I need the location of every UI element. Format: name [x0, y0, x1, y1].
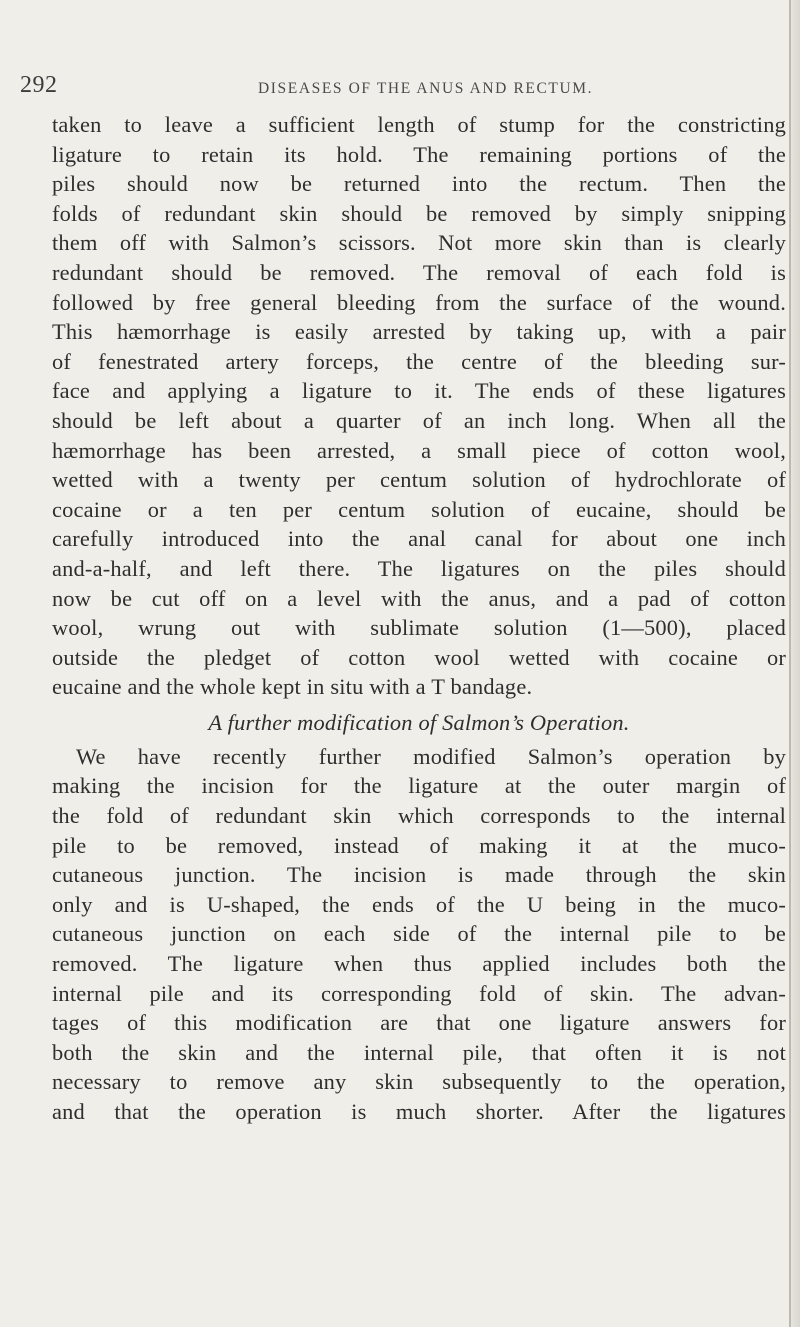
text-line: wool, wrung out with sublimate solution (1—500), placed: [52, 615, 786, 641]
text-line: piles should now be returned into the rectum. Then the: [52, 171, 786, 197]
text-line: both the skin and the internal pile, that often it is not: [52, 1039, 786, 1065]
text-line: followed by free general bleeding from the surface of the wound.: [52, 289, 786, 315]
text-line: removed. The ligature when thus applied includes both the: [52, 951, 786, 977]
page-number: 292: [20, 72, 58, 98]
text-line: This hæmorrhage is easily arrested by taking up, with a pair: [52, 319, 786, 345]
text-line: outside the pledget of cotton wool wetted with cocaine or: [52, 644, 786, 670]
text-line: carefully introduced into the anal canal for about one inch: [52, 526, 786, 552]
text-line: folds of redundant skin should be removed by simply snipping: [52, 200, 786, 226]
text-line: them off with Salmon’s scissors. Not more skin than is clearly: [52, 230, 786, 256]
text-line: eucaine and the whole kept in situ with a T bandage.: [52, 674, 533, 700]
text-line: taken to leave a sufficient length of stump for the constricting: [52, 112, 786, 137]
text-line: making the incision for the ligature at the outer margin of: [52, 773, 786, 799]
page-edge: [790, 0, 800, 1327]
text-line: should be left about a quarter of an inch long. When all the: [52, 407, 786, 433]
text-line: tages of this modification are that one ligature answers for: [52, 1010, 786, 1036]
text-line: redundant should be removed. The removal of each fold is: [52, 259, 786, 285]
text-line: cocaine or a ten per centum solution of eucaine, should be: [52, 496, 786, 522]
text-line: internal pile and its corresponding fold of skin. The advan-: [52, 980, 786, 1006]
text-line: cutaneous junction on each side of the internal pile to be: [52, 921, 786, 947]
text-line: of fenestrated artery forceps, the centre of the bleeding sur-: [52, 348, 786, 374]
text-line: pile to be removed, instead of making it at the muco-: [52, 832, 786, 858]
body-text: [52, 110, 786, 1127]
text-line: and-a-half, and left there. The ligatures on the piles should: [52, 555, 786, 581]
running-head: DISEASES OF THE ANUS AND RECTUM.: [258, 80, 594, 97]
text-line: We have recently further modified Salmon’s operation by: [76, 743, 786, 769]
text-line: the fold of redundant skin which corresponds to the internal: [52, 803, 786, 829]
section-heading: A further modification of Salmon’s Operation.: [208, 709, 630, 735]
page-edge-line: [789, 0, 791, 1327]
text-line: hæmorrhage has been arrested, a small piece of cotton wool,: [52, 437, 786, 463]
text-line: face and applying a ligature to it. The ends of these ligatures: [52, 378, 786, 404]
text-line: only and is U-shaped, the ends of the U being in the muco-: [52, 891, 786, 917]
text-line: and that the operation is much shorter. After the ligatures: [52, 1099, 786, 1124]
text-line: cutaneous junction. The incision is made through the skin: [52, 862, 786, 888]
text-line: necessary to remove any skin subsequently to the operation,: [52, 1069, 786, 1095]
text-line: now be cut off on a level with the anus, and a pad of cotton: [52, 585, 786, 611]
text-line: wetted with a twenty per centum solution of hydrochlorate of: [52, 467, 786, 493]
text-line: ligature to retain its hold. The remaining portions of the: [52, 141, 786, 167]
